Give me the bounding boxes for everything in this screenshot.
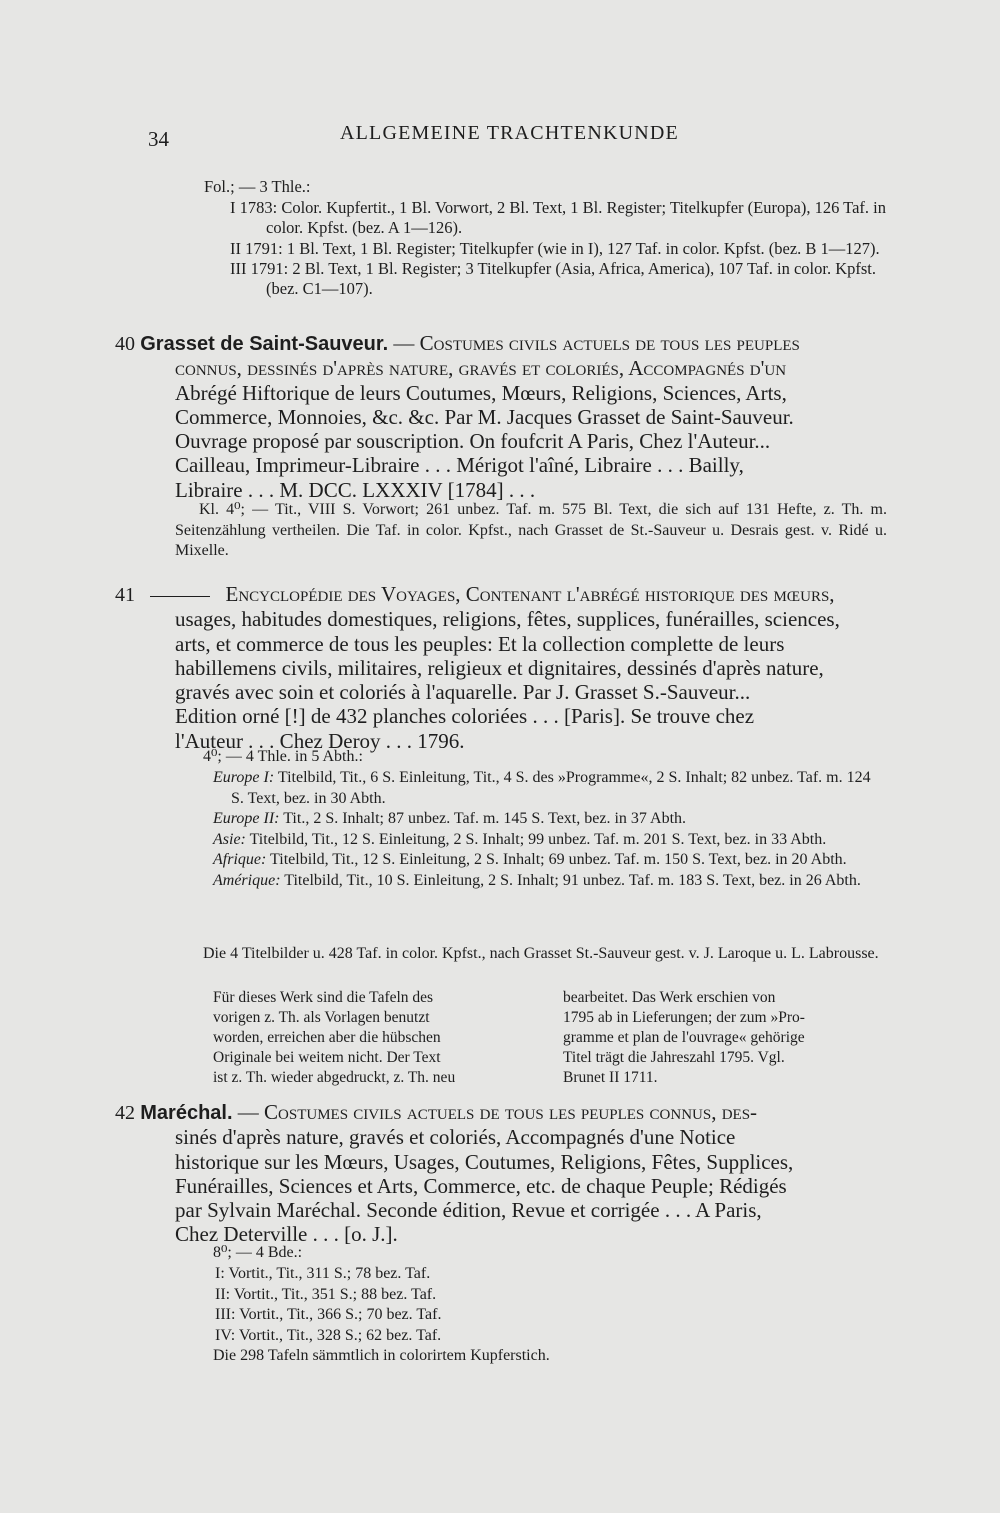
running-title: ALLGEMEINE TRACHTENKUNDE [340,122,679,144]
note-line: 1795 ab in Lieferungen; der zum »Pro- [563,1009,805,1026]
note-line: worden, erreichen aber die hübschen [213,1029,441,1046]
title-line: Chez Deterville . . . [o. J.]. [175,1222,398,1247]
note-line: Titel trägt die Jahreszahl 1795. Vgl. [563,1049,785,1066]
part-label: Afrique: [213,851,267,868]
volume-line: II: Vortit., Tit., 351 S.; 88 bez. Taf. [215,1285,437,1303]
title-line: connus, dessinés d'après nature, gravés et coloriés, Accompagnés d'un [175,356,787,381]
title-line: Cailleau, Imprimeur-Libraire . . . Mérigot l'aîné, Libraire . . . Bailly, [175,453,744,478]
title-line: historique sur les Mœurs, Usages, Coutumes, Religions, Fêtes, Supplices, [175,1149,794,1174]
ditto-rule [150,596,210,597]
entry-number: 40 [115,333,135,355]
part-label: Amérique: [213,871,281,889]
volume-line: I: Vortit., Tit., 311 S.; 78 bez. Taf. [215,1265,431,1282]
part-line [213,768,887,809]
volume-line: III 1791: 2 Bl. Text, 1 Bl. Register; 3 Titelkupfer (Asia, Africa, America), 107 Taf. in color. Kpfst. (bez. C1—107). [230,258,876,299]
part-text: Titelbild, Tit., 10 S. Einleitung, 2 S. Inhalt; 91 unbez. Taf. m. 183 S. Text, bez. in 26 Abth. [284,871,861,889]
entry-42-plates: Die 298 Tafeln sämmtlich in colorirtem Kupferstich. [213,1347,550,1364]
note-line: Für dieses Werk sind die Tafeln des [213,989,434,1006]
part-line [213,830,887,851]
page-number: 34 [148,127,169,151]
note-line: gramme et plan de l'ouvrage« gehörige [563,1029,805,1046]
entry-41-plates: Die 4 Titelbilder u. 428 Taf. in color. Kpfst., nach Grasset St.-Sauveur gest. v. J. Laroque u. L. Labrousse. [203,945,879,962]
title-line: — Costumes civils actuels de tous les peuples connus, des- [237,1100,758,1124]
title-line: Edition orné [!] de 432 planches coloriées . . . [Paris]. Se trouve chez [175,704,755,729]
part-label: Asie: [213,830,246,848]
entry-42-volumes [215,1264,815,1346]
title-line: l'Auteur . . . Chez Deroy . . . 1796. [175,728,465,753]
continuation-volumes [230,198,894,299]
entry-number: 42 [115,1102,135,1124]
part-text: Titelbild, Tit., 6 S. Einleitung, Tit., 4 S. des »Programme«, 2 S. Inhalt; 82 unbez. Taf. m. 124 S. Text, bez. in 30 Abth. [231,769,871,807]
entry-author: Maréchal. [140,1102,233,1124]
title-line: sinés d'après nature, gravés et coloriés, Accompagnés d'une Notice [175,1125,736,1150]
entry-author: Grasset de Saint-Sauveur. [140,333,389,355]
volume-line: IV: Vortit., Tit., 328 S.; 62 bez. Taf. [215,1326,442,1344]
volume-line: II 1791: 1 Bl. Text, 1 Bl. Register; Titelkupfer (wie in I), 127 Taf. in color. Kpfst. (bez. B 1—127). [230,238,880,258]
entry-42-format: 8⁰; — 4 Bde.: [213,1244,303,1261]
title-line: Encyclopédie des Voyages, Contenant l'abrégé historique des mœurs, [225,582,835,606]
part-text: Titelbild, Tit., 12 S. Einleitung, 2 S. Inhalt; 99 unbez. Taf. m. 201 S. Text, bez. in 33 Abth. [249,830,827,848]
continuation-format: Fol.; — 3 Thle.: [204,177,311,196]
entry-40-title [115,331,887,502]
entry-42-title [115,1100,889,1247]
volume-line: I 1783: Color. Kupfertit., 1 Bl. Vorwort, 2 Bl. Text, 1 Bl. Register; Titelkupfer (Europa), 126 Taf. in color. Kpfst. (bez. A 1—126). [230,198,886,238]
entry-41-title [115,582,887,753]
note-line: vorigen z. Th. als Vorlagen benutzt [213,1009,430,1026]
entry-number: 41 [115,584,135,606]
entry-41-note-left [213,988,533,1088]
entry-41-parts [213,768,887,891]
part-line [213,809,887,830]
entry-41-format: 4⁰; — 4 Thle. in 5 Abth.: [203,748,363,765]
title-line: arts, et commerce de tous les peuples: Et la collection complette de leurs [175,631,785,656]
entry-41-note-right [563,988,893,1088]
part-text: Titelbild, Tit., 12 S. Einleitung, 2 S. Inhalt; 69 unbez. Taf. m. 150 S. Text, bez. in 20 Abth. [270,851,847,868]
entry-40-collation: Kl. 4⁰; — Tit., VIII S. Vorwort; 261 unbez. Taf. m. 575 Bl. Text, die sich auf 131 Hefte, z. Th. m. Seitenzählung vertheilen. Die Taf. in color. Kpfst., nach Grasset de St.-Sauveur u. Desrais gest. v. Ridé u. Mixelle. [175,501,887,559]
part-label: Europe II: [213,810,280,827]
note-line: bearbeitet. Das Werk erschien von [563,989,776,1006]
title-line: Ouvrage proposé par souscription. On foufcrit A Paris, Chez l'Auteur... [175,429,771,454]
title-line: gravés avec soin et coloriés à l'aquarelle. Par J. Grasset S.-Sauveur... [175,680,751,705]
title-line: usages, habitudes domestiques, religions, fêtes, supplices, funérailles, sciences, [175,607,840,632]
title-line: par Sylvain Maréchal. Seconde édition, Revue et corrigée . . . A Paris, [175,1198,762,1223]
note-line: ist z. Th. wieder abgedruckt, z. Th. neu [213,1069,456,1086]
note-line: Originale bei weitem nicht. Der Text [213,1049,441,1066]
part-line [213,871,887,892]
volume-line: III: Vortit., Tit., 366 S.; 70 bez. Taf. [215,1306,442,1323]
note-line: Brunet II 1711. [563,1069,658,1086]
title-line: Funérailles, Sciences et Arts, Commerce, etc. de chaque Peuple; Rédigés [175,1173,787,1198]
title-line: — Costumes civils actuels de tous les peuples [393,331,800,355]
title-line: Abrégé Hiftorique de leurs Coutumes, Mœurs, Religions, Sciences, Arts, [175,380,787,405]
part-line [213,850,887,871]
title-line: habillemens civils, militaires, religieux et dignitaires, dessinés d'après nature, [175,655,824,680]
title-line: Libraire . . . M. DCC. LXXXIV [1784] . . . [175,477,536,502]
part-text: Tit., 2 S. Inhalt; 87 unbez. Taf. m. 145 S. Text, bez. in 37 Abth. [283,810,687,827]
title-line: Commerce, Monnoies, &c. &c. Par M. Jacques Grasset de Saint-Sauveur. [175,404,794,429]
part-label: Europe I: [213,769,275,786]
